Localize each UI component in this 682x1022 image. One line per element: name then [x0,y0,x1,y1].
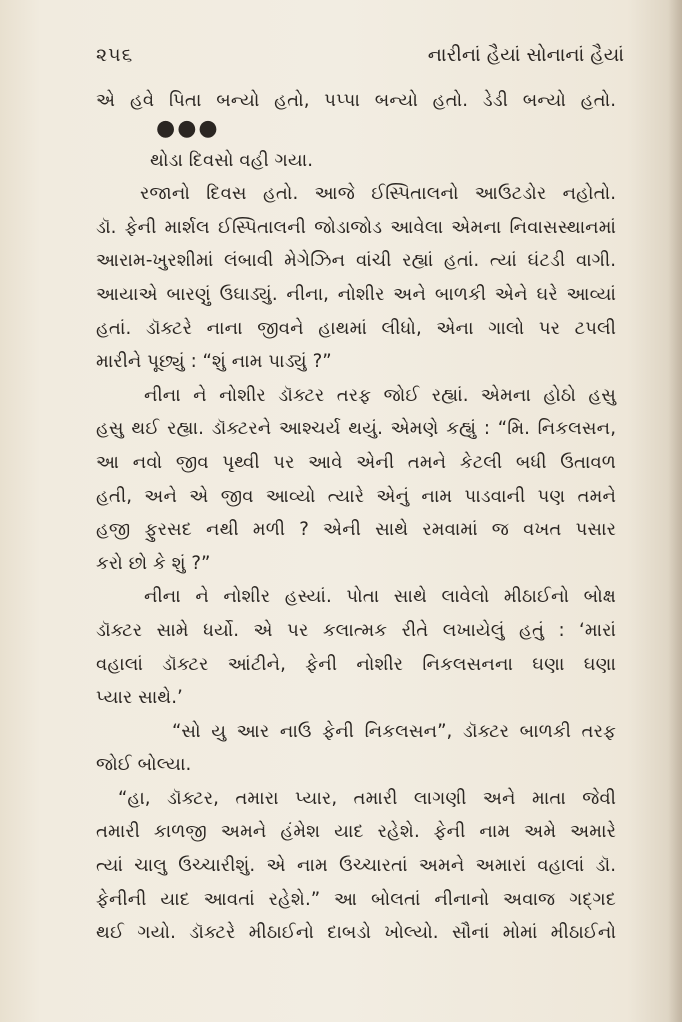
text-line: “સો યુ આર નાઉ ફેની નિકલસન”, ડૉક્ટર બાળકી તરફ [172,720,616,742]
text-line: “હા, ડૉક્ટર, તમારા પ્યાર, તમારી લાગણી અને માતા જેવી [118,787,616,809]
text-line: આરામ-ખુરશીમાં લંબાવી મેગેઝિન વાંચી રહ્યાં હતાં. ત્યાં ઘંટડી વાગી. [96,250,616,272]
text-line: ડૉ. ફેની માર્શલ ઈસ્પિતાલની જોડાજોડ આવેલા એમના નિવાસસ્થાનમાં [96,216,616,238]
text-line: રજાનો દિવસ હતો. આજે ઈસ્પિતાલનો આઉટડોર નહોતો. [140,183,616,205]
text-line: હજી ફુરસદ નથી મળી ? એની સાથે રમવામાં જ વખત પસાર [96,519,616,541]
page-spine-shadow [668,0,682,1022]
text-line: મારીને પૂછ્યું : “શું નામ પાડ્યું ?” [96,351,332,373]
text-line: નીના ને નોશીર ડૉક્ટર તરફ જોઈ રહ્યાં. એમના હોઠો હસુ [144,384,616,406]
text-line: વહાલાં ડૉક્ટર આંટીને, ફેની નોશીર નિકલસનના ઘણા ઘણા [96,653,616,675]
text-line: ડૉક્ટર સામે ધર્યો. એ પર કલાત્મક રીતે લખાયેલું હતું : ‘મારાં [96,619,616,641]
text-line: થઈ ગયો. ડૉક્ટરે મીઠાઈનો દાબડો ખોલ્યો. સૌનાં મોમાં મીઠાઈનો [96,922,616,944]
text-line: આ નવો જીવ પૃથ્વી પર આવે એની તમને કેટલી બધી ઉતાવળ [96,451,616,473]
text-line: નીના ને નોશીર હસ્યાં. પોતા સાથે લાવેલો મીઠાઈનો બોક્ષ [144,586,616,608]
text-line: હતી, અને એ જીવ આવ્યો ત્યારે એનું નામ પાડવાની પણ તમને [96,485,616,507]
text-line: ફેનીની યાદ આવતાં રહેશે.” આ બોલતાં નીનાનો અવાજ ગદ્ગદ [96,888,616,910]
text-line: જોઈ બોલ્યા. [96,754,192,776]
text-line: હતાં. ડૉક્ટરે નાના જીવને હાથમાં લીધો, એના ગાલો પર ટપલી [96,317,616,339]
body-text [96,84,616,950]
page-number: ૨૫૬ [96,44,134,66]
text-line: પ્યાર સાથે.’ [96,687,183,709]
text-line: હસુ થઈ રહ્યા. ડૉક્ટરને આશ્ચર્ય થયું. એમણે કહ્યું : “મિ. નિકલસન, [96,418,616,440]
text-line: થોડા દિવસો વહી ગયા. [150,149,314,171]
page-header [96,44,624,78]
running-title: નારીનાં હૈયાં સોનાનાં હૈયાં [427,44,624,66]
text-line: કરો છો કે શું ?” [96,552,211,574]
text-line: આયાએ બારણું ઉઘાડ્યું. નીના, નોશીર અને બાળકી એને ઘરે આવ્યાં [96,283,616,305]
text-line: ત્યાં ચાલુ ઉચ્ચારીશું. એ નામ ઉચ્ચારતાં અમને અમારાં વહાલાં ડૉ. [96,855,616,877]
section-separator: ●●● [156,115,220,141]
text-line: તમારી કાળજી અમને હંમેશ યાદ રહેશે. ફેની નામ અમે અમારે [96,821,616,843]
text-line: એ હવે પિતા બન્યો હતો, પપ્પા બન્યો હતો. ડેડી બન્યો હતો. [96,90,616,111]
